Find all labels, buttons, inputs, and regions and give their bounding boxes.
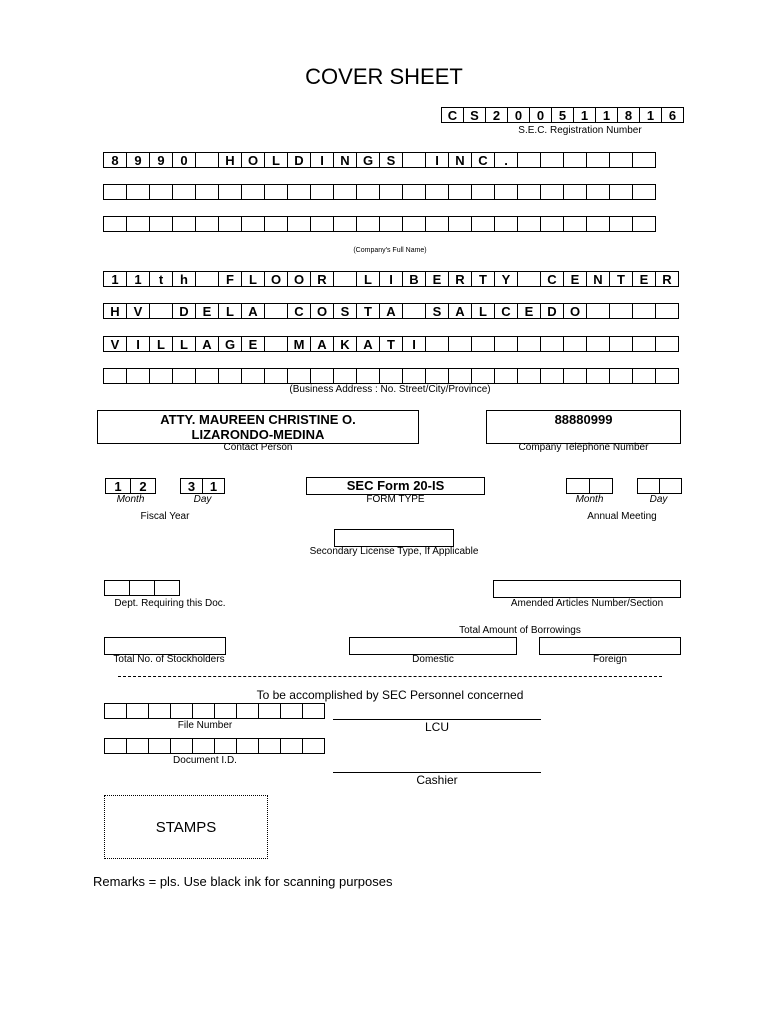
char-box[interactable]: [632, 303, 656, 319]
char-box[interactable]: [241, 184, 265, 200]
char-box[interactable]: [586, 152, 610, 168]
char-box[interactable]: [218, 368, 242, 384]
company-name-row-3[interactable]: [103, 216, 656, 232]
char-box[interactable]: 1: [639, 107, 662, 123]
char-box[interactable]: C: [471, 152, 495, 168]
domestic-label: Domestic: [412, 654, 454, 665]
char-box[interactable]: 1: [202, 478, 225, 494]
char-box[interactable]: [402, 303, 426, 319]
char-box[interactable]: .: [494, 152, 518, 168]
char-box[interactable]: [103, 368, 127, 384]
char-box[interactable]: [129, 580, 155, 596]
char-box[interactable]: [172, 216, 196, 232]
char-box[interactable]: D: [172, 303, 196, 319]
char-box[interactable]: [264, 368, 288, 384]
char-box[interactable]: [402, 152, 426, 168]
fiscal-year-day-boxes[interactable]: [180, 478, 225, 494]
char-box[interactable]: [126, 368, 150, 384]
char-box[interactable]: [356, 368, 380, 384]
char-box[interactable]: T: [356, 303, 380, 319]
char-box[interactable]: [425, 216, 449, 232]
char-box[interactable]: [195, 184, 219, 200]
secondary-license-box[interactable]: [334, 529, 454, 547]
char-box[interactable]: A: [356, 336, 380, 352]
char-box[interactable]: [448, 368, 472, 384]
char-box[interactable]: S: [379, 152, 403, 168]
char-box[interactable]: [236, 703, 259, 719]
char-box[interactable]: [287, 216, 311, 232]
fiscal-day-label: Day: [193, 494, 212, 505]
fiscal-month-label: Month: [116, 494, 145, 505]
char-box[interactable]: [154, 580, 180, 596]
char-box[interactable]: E: [195, 303, 219, 319]
char-box[interactable]: [517, 184, 541, 200]
sec-personnel-heading: To be accomplished by SEC Personnel concerned: [256, 688, 524, 702]
char-box[interactable]: [356, 184, 380, 200]
char-box[interactable]: [586, 336, 610, 352]
annual-day-label: Day: [649, 494, 668, 505]
char-box[interactable]: [192, 703, 215, 719]
char-box[interactable]: R: [448, 271, 472, 287]
char-box[interactable]: 9: [149, 152, 173, 168]
char-box[interactable]: [333, 216, 357, 232]
char-box[interactable]: C: [287, 303, 311, 319]
char-box[interactable]: [192, 738, 215, 754]
char-box[interactable]: [540, 152, 564, 168]
char-box[interactable]: [126, 738, 149, 754]
contact-person-box[interactable]: [97, 410, 419, 444]
char-box[interactable]: [655, 303, 679, 319]
char-box[interactable]: [517, 152, 541, 168]
char-box[interactable]: O: [264, 271, 288, 287]
char-box[interactable]: [659, 478, 682, 494]
char-box[interactable]: C: [441, 107, 464, 123]
char-box[interactable]: [264, 216, 288, 232]
char-box[interactable]: B: [402, 271, 426, 287]
file-number-boxes[interactable]: [104, 703, 325, 719]
char-box[interactable]: L: [149, 336, 173, 352]
char-box[interactable]: A: [241, 303, 265, 319]
char-box[interactable]: [609, 184, 633, 200]
char-box[interactable]: [126, 184, 150, 200]
char-box[interactable]: [402, 368, 426, 384]
char-box[interactable]: O: [310, 303, 334, 319]
char-box[interactable]: [214, 703, 237, 719]
char-box[interactable]: [471, 368, 495, 384]
char-box[interactable]: [471, 216, 495, 232]
remarks: Remarks = pls. Use black ink for scanning purposes: [93, 874, 393, 889]
char-box[interactable]: L: [264, 152, 288, 168]
char-box[interactable]: [170, 703, 193, 719]
char-box[interactable]: 1: [595, 107, 618, 123]
char-box[interactable]: 5: [551, 107, 574, 123]
char-box[interactable]: [241, 368, 265, 384]
char-box[interactable]: [280, 738, 303, 754]
char-box[interactable]: [287, 368, 311, 384]
char-box[interactable]: [126, 703, 149, 719]
char-box[interactable]: [104, 580, 130, 596]
domestic-box[interactable]: [349, 637, 517, 655]
char-box[interactable]: A: [448, 303, 472, 319]
char-box[interactable]: [586, 368, 610, 384]
char-box[interactable]: [566, 478, 590, 494]
foreign-label: Foreign: [593, 654, 627, 665]
char-box[interactable]: N: [586, 271, 610, 287]
telephone-value: 88880999: [554, 412, 613, 427]
char-box[interactable]: 9: [126, 152, 150, 168]
char-box[interactable]: 1: [126, 271, 150, 287]
char-box[interactable]: [356, 216, 380, 232]
char-box[interactable]: 0: [529, 107, 552, 123]
char-box[interactable]: T: [379, 336, 403, 352]
cashier-label: Cashier: [416, 773, 458, 787]
char-box[interactable]: [236, 738, 259, 754]
char-box[interactable]: [149, 368, 173, 384]
char-box[interactable]: 6: [661, 107, 684, 123]
foreign-box[interactable]: [539, 637, 681, 655]
char-box[interactable]: [609, 368, 633, 384]
char-box[interactable]: [494, 184, 518, 200]
fiscal-year-label: Fiscal Year: [140, 511, 190, 522]
char-box[interactable]: E: [563, 271, 587, 287]
company-name-row-2[interactable]: [103, 184, 656, 200]
char-box[interactable]: [148, 738, 171, 754]
char-box[interactable]: [302, 703, 325, 719]
dept-requiring-boxes[interactable]: [104, 580, 180, 596]
stamps-label: STAMPS: [155, 818, 217, 836]
char-box[interactable]: S: [333, 303, 357, 319]
char-box[interactable]: G: [356, 152, 380, 168]
char-box[interactable]: N: [333, 152, 357, 168]
char-box[interactable]: [586, 216, 610, 232]
char-box[interactable]: [280, 703, 303, 719]
char-box[interactable]: [104, 703, 127, 719]
char-box[interactable]: [425, 368, 449, 384]
char-box[interactable]: 3: [180, 478, 203, 494]
char-box[interactable]: [540, 336, 564, 352]
char-box[interactable]: [540, 184, 564, 200]
dept-requiring-label: Dept. Requiring this Doc.: [114, 598, 226, 609]
char-box[interactable]: h: [172, 271, 196, 287]
form-type-value: SEC Form 20-IS: [346, 478, 445, 493]
char-box[interactable]: T: [609, 271, 633, 287]
char-box[interactable]: [609, 336, 633, 352]
char-box[interactable]: [195, 271, 219, 287]
document-id-boxes[interactable]: [104, 738, 325, 754]
sec-registration-boxes[interactable]: [441, 107, 684, 123]
address-row-1[interactable]: [103, 271, 679, 287]
secondary-license-label: Secondary License Type, If Applicable: [309, 546, 479, 557]
char-box[interactable]: [637, 478, 660, 494]
char-box[interactable]: 1: [573, 107, 596, 123]
char-box[interactable]: 2: [485, 107, 508, 123]
char-box[interactable]: [241, 216, 265, 232]
char-box[interactable]: t: [149, 271, 173, 287]
char-box[interactable]: [310, 216, 334, 232]
char-box[interactable]: [379, 216, 403, 232]
char-box[interactable]: [195, 216, 219, 232]
char-box[interactable]: [471, 336, 495, 352]
char-box[interactable]: R: [655, 271, 679, 287]
char-box[interactable]: [264, 184, 288, 200]
business-address-label: (Business Address : No. Street/City/Province): [289, 384, 491, 395]
page-title: COVER SHEET: [305, 64, 463, 89]
char-box[interactable]: L: [218, 303, 242, 319]
char-box[interactable]: [448, 216, 472, 232]
sec-registration-label: S.E.C. Registration Number: [518, 125, 642, 136]
char-box[interactable]: [379, 368, 403, 384]
char-box[interactable]: [333, 271, 357, 287]
char-box[interactable]: [148, 703, 171, 719]
address-row-4[interactable]: [103, 368, 679, 384]
char-box[interactable]: L: [172, 336, 196, 352]
char-box[interactable]: I: [402, 336, 426, 352]
telephone-label: Company Telephone Number: [518, 442, 649, 453]
char-box[interactable]: A: [379, 303, 403, 319]
char-box[interactable]: E: [632, 271, 656, 287]
contact-person-line1: ATTY. MAUREEN CHRISTINE O.: [160, 412, 356, 427]
amended-articles-box[interactable]: [493, 580, 681, 598]
char-box[interactable]: [609, 216, 633, 232]
char-box[interactable]: I: [379, 271, 403, 287]
char-box[interactable]: [494, 368, 518, 384]
char-box[interactable]: [149, 216, 173, 232]
char-box[interactable]: [172, 184, 196, 200]
char-box[interactable]: [632, 368, 656, 384]
char-box[interactable]: T: [471, 271, 495, 287]
char-box[interactable]: [448, 184, 472, 200]
char-box[interactable]: M: [287, 336, 311, 352]
char-box[interactable]: [310, 184, 334, 200]
char-box[interactable]: [517, 216, 541, 232]
char-box[interactable]: [333, 368, 357, 384]
char-box[interactable]: L: [471, 303, 495, 319]
company-name-label: (Company's Full Name): [353, 247, 427, 254]
company-name-row-1[interactable]: [103, 152, 656, 168]
amended-articles-label: Amended Articles Number/Section: [510, 598, 664, 609]
form-type-box[interactable]: [306, 477, 485, 495]
char-box[interactable]: [103, 184, 127, 200]
char-box[interactable]: O: [241, 152, 265, 168]
char-box[interactable]: [264, 336, 288, 352]
char-box[interactable]: [540, 368, 564, 384]
char-box[interactable]: [258, 738, 281, 754]
char-box[interactable]: [195, 368, 219, 384]
stockholders-label: Total No. of Stockholders: [113, 654, 225, 665]
char-box[interactable]: [586, 303, 610, 319]
char-box[interactable]: A: [195, 336, 219, 352]
char-box[interactable]: D: [540, 303, 564, 319]
char-box[interactable]: 8: [103, 152, 127, 168]
document-id-label: Document I.D.: [173, 755, 237, 766]
char-box[interactable]: [563, 152, 587, 168]
annual-meeting-label: Annual Meeting: [587, 511, 657, 522]
char-box[interactable]: [517, 336, 541, 352]
fiscal-year-month-boxes[interactable]: [105, 478, 156, 494]
char-box[interactable]: [494, 336, 518, 352]
lcu-label: LCU: [424, 720, 449, 734]
char-box[interactable]: [170, 738, 193, 754]
char-box[interactable]: E: [517, 303, 541, 319]
char-box[interactable]: 8: [617, 107, 640, 123]
char-box[interactable]: [517, 271, 541, 287]
char-box[interactable]: 1: [105, 478, 131, 494]
char-box[interactable]: H: [103, 303, 127, 319]
char-box[interactable]: G: [218, 336, 242, 352]
char-box[interactable]: S: [425, 303, 449, 319]
char-box[interactable]: Y: [494, 271, 518, 287]
contact-person-label: Contact Person: [223, 442, 293, 453]
char-box[interactable]: [258, 703, 281, 719]
char-box[interactable]: [632, 184, 656, 200]
char-box[interactable]: C: [494, 303, 518, 319]
char-box[interactable]: [214, 738, 237, 754]
char-box[interactable]: O: [287, 271, 311, 287]
char-box[interactable]: [126, 216, 150, 232]
char-box[interactable]: V: [126, 303, 150, 319]
char-box[interactable]: [586, 184, 610, 200]
char-box[interactable]: [310, 368, 334, 384]
char-box[interactable]: I: [126, 336, 150, 352]
char-box[interactable]: [655, 336, 679, 352]
char-box[interactable]: V: [103, 336, 127, 352]
char-box[interactable]: [589, 478, 613, 494]
char-box[interactable]: [632, 152, 656, 168]
char-box[interactable]: I: [425, 152, 449, 168]
char-box[interactable]: [195, 152, 219, 168]
char-box[interactable]: [402, 216, 426, 232]
char-box[interactable]: E: [241, 336, 265, 352]
char-box[interactable]: [425, 184, 449, 200]
char-box[interactable]: [609, 152, 633, 168]
char-box[interactable]: [655, 368, 679, 384]
annual-meeting-month-boxes[interactable]: [566, 478, 613, 494]
address-row-3[interactable]: [103, 336, 679, 352]
borrowings-label: Total Amount of Borrowings: [459, 625, 581, 636]
char-box[interactable]: [172, 368, 196, 384]
char-box[interactable]: [632, 336, 656, 352]
char-box[interactable]: [563, 336, 587, 352]
annual-month-label: Month: [575, 494, 604, 505]
char-box[interactable]: [149, 303, 173, 319]
char-box[interactable]: [517, 368, 541, 384]
annual-meeting-day-boxes[interactable]: [637, 478, 682, 494]
char-box[interactable]: [218, 216, 242, 232]
char-box[interactable]: E: [425, 271, 449, 287]
char-box[interactable]: [563, 216, 587, 232]
char-box[interactable]: [218, 184, 242, 200]
char-box[interactable]: L: [241, 271, 265, 287]
form-type-label: FORM TYPE: [366, 494, 425, 505]
char-box[interactable]: 0: [172, 152, 196, 168]
char-box[interactable]: F: [218, 271, 242, 287]
char-box[interactable]: I: [310, 152, 334, 168]
char-box[interactable]: A: [310, 336, 334, 352]
stamps-box: [104, 795, 268, 859]
char-box[interactable]: [540, 216, 564, 232]
address-row-2[interactable]: [103, 303, 679, 319]
char-box[interactable]: D: [287, 152, 311, 168]
char-box[interactable]: [149, 184, 173, 200]
char-box[interactable]: [264, 303, 288, 319]
char-box[interactable]: R: [310, 271, 334, 287]
stockholders-box[interactable]: [104, 637, 226, 655]
char-box[interactable]: O: [563, 303, 587, 319]
char-box[interactable]: [104, 738, 127, 754]
char-box[interactable]: [402, 184, 426, 200]
file-number-label: File Number: [177, 720, 233, 731]
char-box[interactable]: [302, 738, 325, 754]
char-box[interactable]: [103, 216, 127, 232]
char-box[interactable]: [448, 336, 472, 352]
char-box[interactable]: [425, 336, 449, 352]
char-box[interactable]: 2: [130, 478, 156, 494]
char-box[interactable]: L: [356, 271, 380, 287]
char-box[interactable]: K: [333, 336, 357, 352]
char-box[interactable]: [563, 184, 587, 200]
char-box[interactable]: S: [463, 107, 486, 123]
char-box[interactable]: [609, 303, 633, 319]
char-box[interactable]: [379, 184, 403, 200]
char-box[interactable]: N: [448, 152, 472, 168]
telephone-box[interactable]: [486, 410, 681, 444]
char-box[interactable]: H: [218, 152, 242, 168]
char-box[interactable]: [471, 184, 495, 200]
char-box[interactable]: 1: [103, 271, 127, 287]
char-box[interactable]: 0: [507, 107, 530, 123]
char-box[interactable]: [563, 368, 587, 384]
char-box[interactable]: [632, 216, 656, 232]
dashed-divider: [118, 676, 662, 677]
char-box[interactable]: C: [540, 271, 564, 287]
char-box[interactable]: [333, 184, 357, 200]
char-box[interactable]: [287, 184, 311, 200]
contact-person-line2: LIZARONDO-MEDINA: [191, 427, 325, 442]
char-box[interactable]: [494, 216, 518, 232]
